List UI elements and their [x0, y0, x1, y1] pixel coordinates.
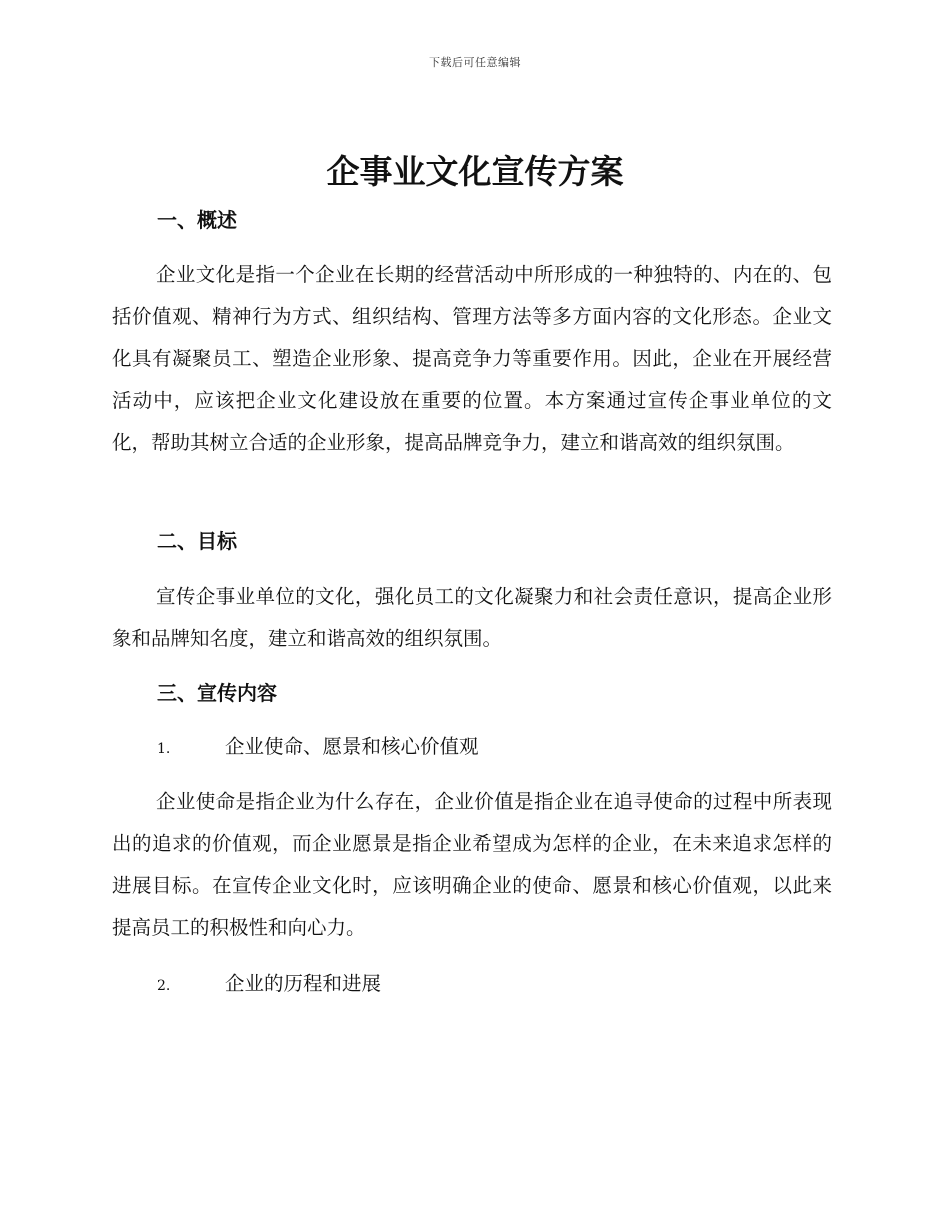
section-heading-content: 三、宣传内容: [157, 681, 277, 705]
overview-paragraph: 企业文化是指一个企业在长期的经营活动中所形成的一种独特的、内在的、包括价值观、精神行为方式、组织结构、管理方法等多方面内容的文化形态。企业文化具有凝聚员工、塑造企业形象、提高竞争力等重要作用。因此，企业在开展经营活动中，应该把企业文化建设放在重要的位置。本方案通过宣传企事业单位的文化，帮助其树立合适的企业形象，提高品牌竞争力，建立和谐高效的组织氛围。: [112, 263, 832, 454]
section-heading-overview: 一、概述: [157, 208, 237, 232]
list-item-history: [157, 970, 381, 1000]
list-item-mission: [157, 733, 479, 763]
section-heading-goals: 二、目标: [157, 529, 237, 553]
mission-paragraph: 企业使命是指企业为什么存在，企业价值是指企业在追寻使命的过程中所表现出的追求的价值观，而企业愿景是指企业希望成为怎样的企业，在未来追求怎样的进展目标。在宣传企业文化时，应该明确企业的使命、愿景和核心价值观，以此来提高员工的积极性和向心力。: [112, 790, 832, 939]
document-title: 企事业文化宣传方案: [326, 152, 624, 191]
list-item-label: 企业使命、愿景和核心价值观: [225, 735, 479, 758]
list-item-number: 1.: [157, 741, 171, 757]
page-header-note: 下载后可任意编辑: [429, 56, 521, 69]
list-item-label: 企业的历程和进展: [225, 972, 382, 995]
goals-paragraph: 宣传企事业单位的文化，强化员工的文化凝聚力和社会责任意识，提高企业形象和品牌知名度，建立和谐高效的组织氛围。: [112, 585, 832, 650]
list-item-number: 2.: [157, 978, 171, 994]
